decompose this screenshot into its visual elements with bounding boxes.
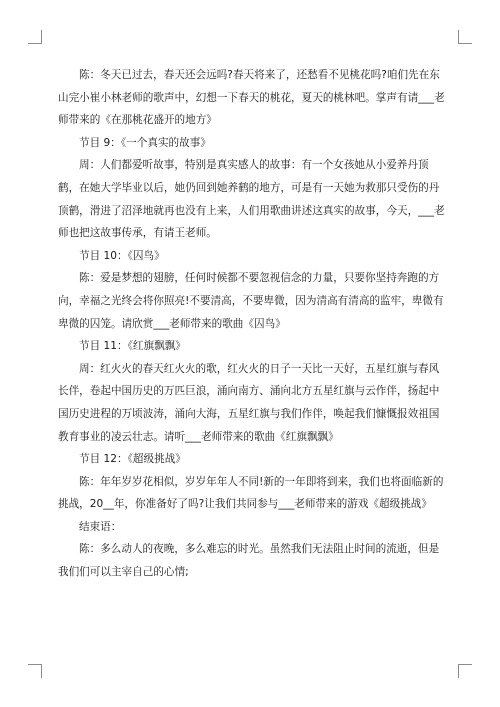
paragraph-closing: 陈：多么动人的夜晚，多么难忘的时光。虽然我们无法阻止时间的流逝，但是我们们可以主宰自己的心情; [58,543,440,579]
closing-heading: 结束语： [79,520,122,533]
program-11-heading: 节目 11：《红旗飘飘》 [79,340,186,353]
document-body [58,64,446,584]
crop-mark-top-right [458,30,472,44]
paragraph-caged-bird: 陈：爱是梦想的翅膀，任何时候都不要忽视信念的力量，只要你坚持奔跑的方向，幸福之光终会将你照亮!不要清高，不要卑微，因为清高有清高的监牢，卑微有卑微的囚笼。请欣赏___老师带来的歌曲《囚鸟》 [58,272,444,330]
paragraph-red-flag: 周：红火火的春天红火火的歌，红火火的日子一天比一天好，五星红旗与春风长伴，卷起中国历史的万匹巨浪，涌向南方、涌向北方五星红旗与云作伴，扬起中国历史进程的万顷波涛，涌向大海，五星红旗与我们作伴，唤起我们慷慨报效祖国教育事业的凌云壮志。请听___老师带来的歌曲《红旗飘飘》 [58,362,440,443]
program-10-heading: 节目 10：《囚鸟》 [79,249,165,262]
crop-mark-bottom-left [28,664,42,678]
crop-mark-top-left [28,30,42,44]
paragraph-true-story: 周：人们都爱听故事，特别是真实感人的故事：有一个女孩她从小爱养丹顶鹤，在她大学毕业以后，她仍回到她养鹤的地方，可是有一天她为救那只受伤的丹顶鹤，滑进了沼泽地就再也没有上来，人们用歌曲讲述这真实的故事，今天，___老师也把这故事传承，有请王老师。 [58,159,445,240]
paragraph-super-challenge: 陈：年年岁岁花相似，岁岁年年人不同!新的一年即将到来，我们也将面临新的挑战，20__年，你准备好了吗?让我们共同参与___老师带来的游戏《超级挑战》 [58,475,444,511]
crop-mark-bottom-right [458,664,472,678]
paragraph-intro-peach-blossom: 陈：冬天已过去，春天还会远吗?春天将来了，还愁看不见桃花吗?咱们先在东山完小崔小林老师的歌声中，幻想一下春天的桃花，夏天的桃林吧。掌声有请___老师带来的《在那桃花盛开的地方》 [58,69,445,127]
program-9-heading: 节目 9：《一个真实的故事》 [79,136,211,149]
program-12-heading: 节目 12：《超级挑战》 [79,453,186,466]
